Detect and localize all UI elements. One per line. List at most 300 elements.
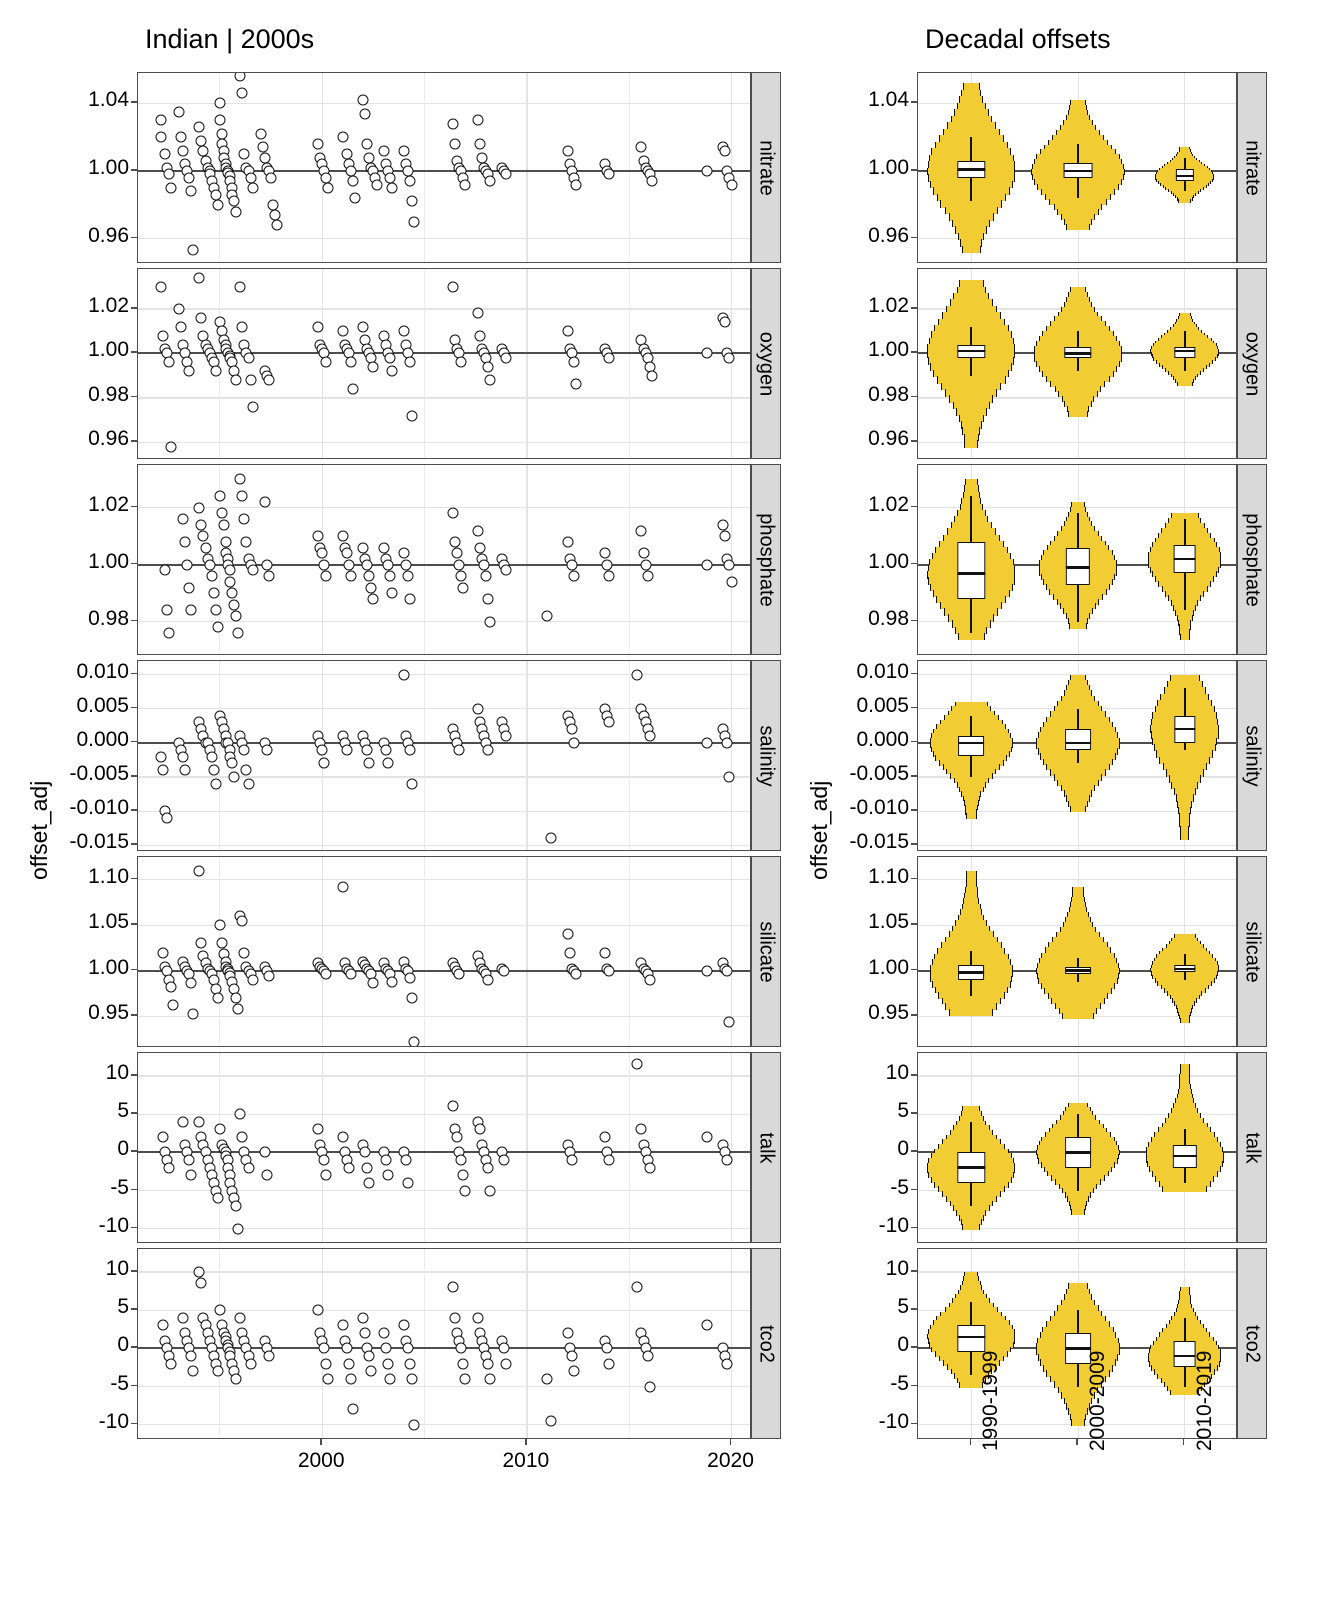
grid-line-x xyxy=(731,1249,732,1438)
strip-label-right-phosphate xyxy=(1237,464,1267,655)
grid-line-x xyxy=(731,1053,732,1242)
data-point xyxy=(178,1116,189,1127)
grid-line-y xyxy=(138,442,750,443)
data-point xyxy=(180,765,191,776)
data-point xyxy=(726,576,737,587)
data-point xyxy=(718,519,729,530)
grid-line-y xyxy=(138,103,750,104)
data-point xyxy=(178,145,189,156)
data-point xyxy=(501,731,512,742)
y-tick-label: 1.02 xyxy=(88,492,129,516)
data-point xyxy=(245,375,256,386)
data-point xyxy=(196,1278,207,1289)
data-point xyxy=(208,588,219,599)
data-point xyxy=(159,149,170,160)
data-point xyxy=(722,737,733,748)
y-tick-label: 1.00 xyxy=(88,156,129,180)
data-point xyxy=(194,122,205,133)
violin-2010-2019 xyxy=(918,661,1236,850)
data-point xyxy=(210,778,221,789)
data-point xyxy=(568,1366,579,1377)
data-point xyxy=(380,1154,391,1165)
y-tick-mark xyxy=(131,1346,137,1348)
y-tick-label: 0.96 xyxy=(868,427,909,451)
data-point xyxy=(382,758,393,769)
data-point xyxy=(337,132,348,143)
y-tick-label: 0.98 xyxy=(88,382,129,406)
data-point xyxy=(474,138,485,149)
y-tick-mark xyxy=(131,1308,137,1310)
data-point xyxy=(358,1312,369,1323)
data-point xyxy=(452,1132,463,1143)
data-point xyxy=(482,974,493,985)
y-tick-mark xyxy=(911,237,917,239)
data-point xyxy=(454,969,465,980)
data-point xyxy=(173,303,184,314)
data-point xyxy=(368,593,379,604)
x-tick-label: 2010-2019 xyxy=(1192,1350,1216,1451)
strip-text: tco2 xyxy=(755,1324,778,1363)
grid-line-x-minor xyxy=(629,857,630,1046)
grid-line-x xyxy=(322,661,323,850)
y-tick-mark xyxy=(911,1074,917,1076)
data-point xyxy=(644,974,655,985)
y-tick-label: 0.010 xyxy=(76,659,129,683)
grid-line-y xyxy=(138,1114,750,1115)
data-point xyxy=(188,1009,199,1020)
data-point xyxy=(225,565,236,576)
grid-line-x-minor xyxy=(424,465,425,654)
data-point xyxy=(261,559,272,570)
data-point xyxy=(157,330,168,341)
data-point xyxy=(405,357,416,368)
data-point xyxy=(235,281,246,292)
data-point xyxy=(196,312,207,323)
data-point xyxy=(570,179,581,190)
data-point xyxy=(266,172,277,183)
data-point xyxy=(562,536,573,547)
data-point xyxy=(566,724,577,735)
strip-text: oxygen xyxy=(755,331,778,396)
data-point xyxy=(499,1343,510,1354)
grid-line-y xyxy=(138,1016,750,1017)
data-point xyxy=(319,758,330,769)
y-axis-label-left: offset_adj xyxy=(26,780,52,880)
violin-panel-phosphate xyxy=(917,464,1237,655)
data-point xyxy=(155,281,166,292)
data-point xyxy=(243,1162,254,1173)
data-point xyxy=(184,366,195,377)
data-point xyxy=(337,882,348,893)
data-point xyxy=(345,571,356,582)
y-tick-label: 0.98 xyxy=(88,606,129,630)
grid-line-y xyxy=(138,1075,750,1076)
data-point xyxy=(237,491,248,502)
data-point xyxy=(313,138,324,149)
data-point xyxy=(472,308,483,319)
data-point xyxy=(323,1373,334,1384)
data-point xyxy=(214,1124,225,1135)
grid-line-y xyxy=(138,925,750,926)
y-tick-mark xyxy=(131,1385,137,1387)
y-tick-mark xyxy=(131,307,137,309)
data-point xyxy=(343,1358,354,1369)
data-point xyxy=(263,375,274,386)
y-tick-label: 0 xyxy=(117,1137,129,1161)
data-point xyxy=(235,72,246,82)
strip-label-left-tco2 xyxy=(751,1248,781,1439)
data-point xyxy=(399,669,410,680)
strip-label-right-silicate xyxy=(1237,856,1267,1047)
data-point xyxy=(401,1154,412,1165)
data-point xyxy=(235,1109,246,1120)
data-point xyxy=(364,571,375,582)
data-point xyxy=(542,611,553,622)
data-point xyxy=(321,357,332,368)
y-tick-label: 10 xyxy=(105,1060,129,1084)
violin-slice xyxy=(1180,1018,1190,1023)
y-tick-label: -5 xyxy=(110,1175,129,1199)
data-point xyxy=(450,536,461,547)
data-point xyxy=(405,744,416,755)
data-point xyxy=(362,559,373,570)
y-tick-label: 1.04 xyxy=(868,88,909,112)
y-tick-label: 0.000 xyxy=(76,727,129,751)
data-point xyxy=(456,1154,467,1165)
y-tick-label: 1.02 xyxy=(88,293,129,317)
data-point xyxy=(349,193,360,204)
y-tick-label: 0 xyxy=(117,1333,129,1357)
y-tick-mark xyxy=(131,1112,137,1114)
y-tick-label: 1.10 xyxy=(88,864,129,888)
data-point xyxy=(726,179,737,190)
data-point xyxy=(239,744,250,755)
data-point xyxy=(188,1366,199,1377)
grid-line-y xyxy=(138,621,750,622)
strip-label-left-nitrate xyxy=(751,72,781,263)
x-tick-mark xyxy=(1076,1439,1078,1445)
data-point xyxy=(499,1154,510,1165)
y-tick-label: 0.96 xyxy=(868,223,909,247)
grid-line-x xyxy=(731,661,732,850)
data-point xyxy=(341,744,352,755)
data-point xyxy=(456,571,467,582)
data-point xyxy=(231,375,242,386)
grid-line-x xyxy=(526,269,527,458)
y-tick-mark xyxy=(911,1227,917,1229)
data-point xyxy=(482,361,493,372)
y-tick-mark xyxy=(131,923,137,925)
data-point xyxy=(722,965,733,976)
y-tick-label: 1.10 xyxy=(868,864,909,888)
y-tick-mark xyxy=(911,673,917,675)
data-point xyxy=(231,1373,242,1384)
y-tick-mark xyxy=(911,506,917,508)
data-point xyxy=(247,182,258,193)
data-point xyxy=(165,182,176,193)
data-point xyxy=(636,142,647,153)
strip-text: nitrate xyxy=(1241,139,1264,196)
y-tick-label: 1.02 xyxy=(868,293,909,317)
data-point xyxy=(214,920,225,931)
data-point xyxy=(380,744,391,755)
data-point xyxy=(233,1003,244,1014)
y-tick-label: 5 xyxy=(117,1099,129,1123)
y-tick-label: 0.005 xyxy=(76,693,129,717)
grid-line-x-minor xyxy=(424,269,425,458)
data-point xyxy=(399,145,410,156)
data-point xyxy=(644,1381,655,1392)
strip-label-right-talk xyxy=(1237,1052,1267,1243)
data-point xyxy=(405,1358,416,1369)
y-tick-mark xyxy=(911,809,917,811)
grid-line-x-minor xyxy=(219,661,220,850)
y-tick-mark xyxy=(911,1308,917,1310)
grid-line-x xyxy=(526,1249,527,1438)
x-tick-mark xyxy=(320,1439,322,1445)
grid-line-x-minor xyxy=(629,269,630,458)
y-tick-label: 1.05 xyxy=(88,910,129,934)
data-point xyxy=(368,361,379,372)
data-point xyxy=(403,1343,414,1354)
data-point xyxy=(161,812,172,823)
data-point xyxy=(214,491,225,502)
grid-line-x xyxy=(526,857,527,1046)
data-point xyxy=(454,744,465,755)
data-point xyxy=(178,514,189,525)
data-point xyxy=(186,186,197,197)
data-point xyxy=(237,1132,248,1143)
data-point xyxy=(380,1343,391,1354)
grid-line-x-minor xyxy=(424,661,425,850)
x-tick-label: 2000-2009 xyxy=(1086,1350,1109,1451)
data-point xyxy=(482,1358,493,1369)
data-point xyxy=(175,321,186,332)
strip-text: phosphate xyxy=(755,512,778,607)
x-tick-mark xyxy=(525,1439,527,1445)
data-point xyxy=(570,379,581,390)
data-point xyxy=(448,1101,459,1112)
data-point xyxy=(407,992,418,1003)
data-point xyxy=(382,1170,393,1181)
data-point xyxy=(218,519,229,530)
data-point xyxy=(196,519,207,530)
data-point xyxy=(247,565,258,576)
data-point xyxy=(603,1154,614,1165)
y-tick-mark xyxy=(131,169,137,171)
data-point xyxy=(362,744,373,755)
data-point xyxy=(546,1415,557,1426)
data-point xyxy=(343,1162,354,1173)
x-tick-mark xyxy=(970,1439,972,1445)
data-point xyxy=(239,947,250,958)
strip-text: talk xyxy=(755,1131,778,1164)
data-point xyxy=(157,1132,168,1143)
data-point xyxy=(403,1177,414,1188)
strip-label-left-silicate xyxy=(751,856,781,1047)
data-point xyxy=(448,508,459,519)
data-point xyxy=(460,1185,471,1196)
y-tick-mark xyxy=(131,673,137,675)
data-point xyxy=(472,115,483,126)
data-point xyxy=(409,1419,420,1430)
y-tick-label: -10 xyxy=(98,1409,129,1433)
y-tick-mark xyxy=(131,506,137,508)
scatter-panel-nitrate xyxy=(137,72,751,263)
data-point xyxy=(319,1343,330,1354)
data-point xyxy=(227,588,238,599)
data-point xyxy=(701,166,712,177)
data-point xyxy=(472,1312,483,1323)
data-point xyxy=(384,571,395,582)
grid-line-x-minor xyxy=(629,661,630,850)
data-point xyxy=(701,965,712,976)
data-point xyxy=(399,548,410,559)
grid-line-x-minor xyxy=(629,1053,630,1242)
data-point xyxy=(200,542,211,553)
data-point xyxy=(570,969,581,980)
data-point xyxy=(259,497,270,508)
violin-panel-salinity xyxy=(917,660,1237,851)
y-tick-label: 10 xyxy=(885,1060,909,1084)
y-tick-mark xyxy=(911,1189,917,1191)
data-point xyxy=(378,1328,389,1339)
data-point xyxy=(165,982,176,993)
data-point xyxy=(542,1373,553,1384)
grid-line-x xyxy=(526,73,527,262)
y-tick-label: -0.005 xyxy=(69,761,129,785)
y-tick-label: 1.00 xyxy=(868,156,909,180)
data-point xyxy=(210,605,221,616)
boxplot-median xyxy=(1174,968,1195,970)
y-tick-mark xyxy=(131,1227,137,1229)
boxplot-median xyxy=(1174,350,1195,352)
data-point xyxy=(241,765,252,776)
data-point xyxy=(341,548,352,559)
data-point xyxy=(165,441,176,452)
x-tick-mark xyxy=(1183,1439,1185,1445)
y-tick-mark xyxy=(131,1074,137,1076)
grid-line-y xyxy=(138,1271,750,1272)
y-tick-mark xyxy=(131,775,137,777)
data-point xyxy=(313,1305,324,1316)
data-point xyxy=(646,176,657,187)
grid-line-x xyxy=(731,269,732,458)
data-point xyxy=(701,1320,712,1331)
y-tick-label: -10 xyxy=(878,1213,909,1237)
data-point xyxy=(196,938,207,949)
data-point xyxy=(259,1147,270,1158)
data-point xyxy=(372,179,383,190)
data-point xyxy=(644,731,655,742)
grid-line-y xyxy=(138,507,750,508)
y-tick-mark xyxy=(911,101,917,103)
data-point xyxy=(384,352,395,363)
grid-line-y xyxy=(138,1310,750,1311)
data-point xyxy=(184,1154,195,1165)
data-point xyxy=(720,145,731,156)
data-point xyxy=(206,751,217,762)
data-point xyxy=(724,559,735,570)
data-point xyxy=(313,531,324,542)
data-point xyxy=(474,542,485,553)
data-point xyxy=(566,1350,577,1361)
x-tick-label: 2010 xyxy=(502,1449,550,1472)
grid-line-x-minor xyxy=(219,1249,220,1438)
strip-text: talk xyxy=(1241,1131,1264,1164)
data-point xyxy=(642,571,653,582)
data-point xyxy=(568,357,579,368)
data-point xyxy=(448,281,459,292)
y-tick-mark xyxy=(131,440,137,442)
data-point xyxy=(642,1350,653,1361)
data-point xyxy=(233,1223,244,1234)
y-tick-label: 0.005 xyxy=(856,693,909,717)
grid-line-x-minor xyxy=(629,73,630,262)
y-tick-label: 1.00 xyxy=(88,549,129,573)
violin-panel-tco2 xyxy=(917,1248,1237,1439)
data-point xyxy=(216,938,227,949)
data-point xyxy=(399,326,410,337)
grid-line-x xyxy=(526,661,527,850)
data-point xyxy=(499,965,510,976)
data-point xyxy=(456,1343,467,1354)
data-point xyxy=(247,974,258,985)
data-point xyxy=(235,1312,246,1323)
data-point xyxy=(313,1124,324,1135)
data-point xyxy=(401,559,412,570)
data-point xyxy=(360,108,371,119)
strip-label-left-talk xyxy=(751,1052,781,1243)
data-point xyxy=(562,1328,573,1339)
y-tick-mark xyxy=(911,878,917,880)
data-point xyxy=(161,605,172,616)
grid-line-x-minor xyxy=(424,73,425,262)
y-tick-mark xyxy=(911,169,917,171)
data-point xyxy=(184,172,195,183)
y-tick-mark xyxy=(131,1014,137,1016)
y-tick-label: 0.95 xyxy=(88,1001,129,1025)
data-point xyxy=(360,1328,371,1339)
y-tick-mark xyxy=(131,101,137,103)
data-point xyxy=(255,128,266,139)
x-tick-label: 1990-1999 xyxy=(979,1350,1003,1451)
y-tick-label: 1.05 xyxy=(868,910,909,934)
data-point xyxy=(720,317,731,328)
y-tick-mark xyxy=(911,775,917,777)
data-point xyxy=(337,531,348,542)
grid-line-x-minor xyxy=(424,1249,425,1438)
data-point xyxy=(194,1116,205,1127)
data-point xyxy=(321,1170,332,1181)
data-point xyxy=(345,357,356,368)
data-point xyxy=(237,915,248,926)
data-point xyxy=(317,744,328,755)
grid-line-y xyxy=(138,811,750,812)
grid-line-x xyxy=(526,465,527,654)
scatter-panel-salinity xyxy=(137,660,751,851)
data-point xyxy=(345,1373,356,1384)
data-point xyxy=(178,1312,189,1323)
data-point xyxy=(229,599,240,610)
y-tick-label: -5 xyxy=(110,1371,129,1395)
data-point xyxy=(474,330,485,341)
y-tick-mark xyxy=(911,440,917,442)
data-point xyxy=(186,1350,197,1361)
data-point xyxy=(386,366,397,377)
data-point xyxy=(485,1373,496,1384)
data-point xyxy=(478,559,489,570)
